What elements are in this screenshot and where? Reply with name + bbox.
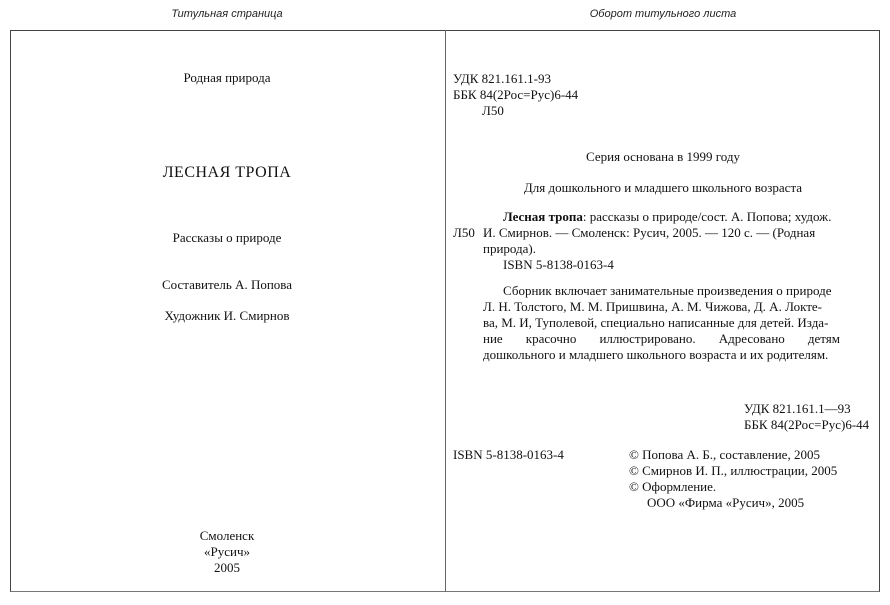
annotation-line-1: Сборник включает занимательные произведения о природе [503, 283, 832, 298]
imprint-city: Смоленск [199, 528, 255, 543]
author-mark: Л50 [482, 103, 504, 118]
copyright-compiler: © Попова А. Б., составление, 2005 [629, 447, 820, 462]
illustrator-credit: Художник И. Смирнов [164, 308, 290, 323]
udk-code: УДК 821.161.1-93 [453, 71, 552, 86]
annotation-line-5: дошкольного и младшего школьного возраста и их родителям. [483, 347, 829, 362]
record-line-3: природа). [483, 241, 537, 256]
isbn: ISBN 5-8138-0163-4 [453, 447, 564, 462]
imprint-year: 2005 [214, 560, 240, 575]
copyright-design: © Оформление. [629, 479, 717, 494]
bbk-code: ББК 84(2Рос=Рус)6-44 [453, 87, 579, 102]
record-line-1 [503, 209, 831, 225]
age-note: Для дошкольного и младшего школьного возраста [523, 180, 803, 195]
copyright-illustrations: © Смирнов И. П., иллюстрации, 2005 [629, 463, 838, 478]
book-title: ЛЕСНАЯ ТРОПА [162, 164, 292, 181]
right-page-caption: Оборот титульного листа [589, 8, 737, 20]
record-mark: Л50 [453, 225, 475, 240]
series-name: Родная природа [183, 70, 271, 85]
record-line-1-rest: : рассказы о природе/сост. А. Попова; худож. [582, 209, 832, 224]
record-isbn: ISBN 5-8138-0163-4 [503, 257, 614, 272]
annotation-line-4: ние красочно иллюстрировано. Адресовано детям [483, 331, 840, 346]
compiler-credit: Составитель А. Попова [161, 277, 293, 292]
bbk-code-2: ББК 84(2Рос=Рус)6-44 [744, 417, 870, 432]
annotation-line-3: ва, М. И, Туполевой, специально написанные для детей. Изда- [483, 315, 829, 330]
copyright-publisher: ООО «Фирма «Русич», 2005 [647, 495, 805, 510]
annotation-line-2: Л. Н. Толстого, М. М. Пришвина, А. М. Чижова, Д. А. Локте- [483, 299, 822, 314]
udk-code-2: УДК 821.161.1—93 [744, 401, 851, 416]
left-page-caption: Титульная страница [171, 8, 283, 20]
record-title: Лесная тропа [503, 209, 583, 224]
imprint-publisher: «Русич» [204, 544, 250, 559]
record-line-2: И. Смирнов. — Смоленск: Русич, 2005. — 120 с. — (Родная [483, 225, 816, 240]
page-divider [445, 30, 446, 592]
series-note: Серия основана в 1999 году [586, 149, 740, 164]
book-subtitle: Рассказы о природе [172, 230, 282, 245]
